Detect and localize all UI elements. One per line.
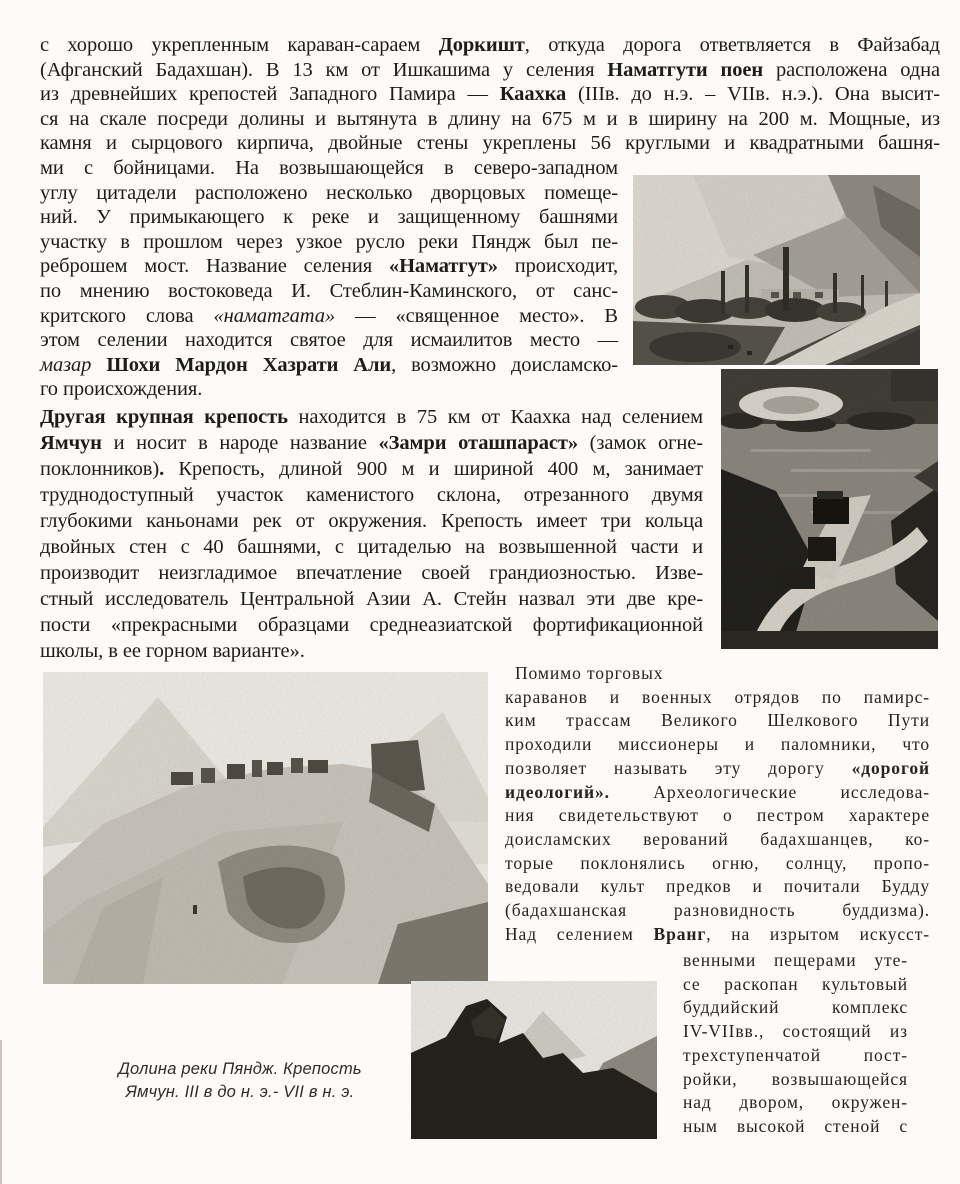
scan-edge-artifact bbox=[0, 1040, 2, 1184]
photo-caption-yamchun bbox=[85, 1058, 395, 1103]
paragraph-kaahka-fortress: с хорошо укрепленным караван-сараем Доркишт, откуда дорога ответвляется в Файзабад (Афганский Бадахшан). В 13 км от Ишкашима у селения Наматгути поен расположена одна из древнейших крепостей Западного Памира — Каахка (IIIв. до н.э. – VIIв. н.э.). Она высит- ся на скале посреди долины и вытянута в длину на 675 м и в ширину на 200 м. Мощные, из камня и сырцового кирпича, двойные стены укреплены 56 круглыми и квадратными башня- ми с бойницами. На возвышающейся в северо-западном углу цитадели расположено несколько дворцовых помеще- ний. У примыкающего к реке и защищенному башнями участку в прошлом через узкое русло реки Пяндж был пе- реброшем мост. Название селения «Наматгут» происходит, по мнению востоковеда И. Стеблин-Каминского, от санс- критского слова «наматгата» — «священное место». В этом селении находится святое для исмаилитов место — мазар Шохи Мардон Хазрати Али, возможно доисламско- го происхождения. bbox=[40, 34, 941, 401]
caption-line-1: Долина реки Пяндж. Крепость bbox=[118, 1060, 362, 1078]
paragraph-yamchun-fortress: Другая крупная крепость находится в 75 км от Каахка над селением Ямчун и носит в народе название «Замри оташпараст» (замок огне- поклонников). Крепость, длиной 900 м и шириной 400 м, занимает труднодоступный участок каменистого склона, отрезанного двумя глубокими каньонами рек от окружения. Крепость имеет три кольца двойных стен с 40 башнями, с цитаделью на возвышенной части и производит неизгладимое впечатление своей грандиозностью. Изве- стный исследователь Центральной Азии А. Стейн назвал эти две кре- пости «прекрасными образцами среднеазиатской фортификационной школы, в ее горном варианте». bbox=[40, 406, 704, 662]
photo-yamchun-fortress bbox=[43, 672, 488, 984]
paragraph-silk-road: Помимо торговых караванов и военных отрядов по памирс- ким трассам Великого Шелкового Пути проходили миссионеры и паломники, что позволяет называть эту дорогу «дорогой идеологий». Археологические исследова- ния свидетельствуют о пестром характере доисламских верований бадахшанцев, ко- торые поклонялись огню, солнцу, пропо- ведовали культ предков и почитали Будду (бадахшанская разновидность буддизма). Над селением Вранг, на изрытом искусст- bbox=[505, 663, 930, 944]
paragraph-vrang-complex: венными пещерами уте- се раскопан культовый буддийский комплекс IV-VIIвв., состоящий из трехступенчатой пост- ройки, возвышающейся над двором, окружен- ным высокой стеной с bbox=[683, 950, 908, 1136]
photo-river-road-trucks bbox=[721, 369, 938, 649]
photo-vrang-cliffs bbox=[411, 981, 657, 1139]
photo-valley-village bbox=[633, 175, 920, 365]
caption-line-2: Ямчун. III в до н. э.- VII в н. э. bbox=[125, 1082, 355, 1101]
